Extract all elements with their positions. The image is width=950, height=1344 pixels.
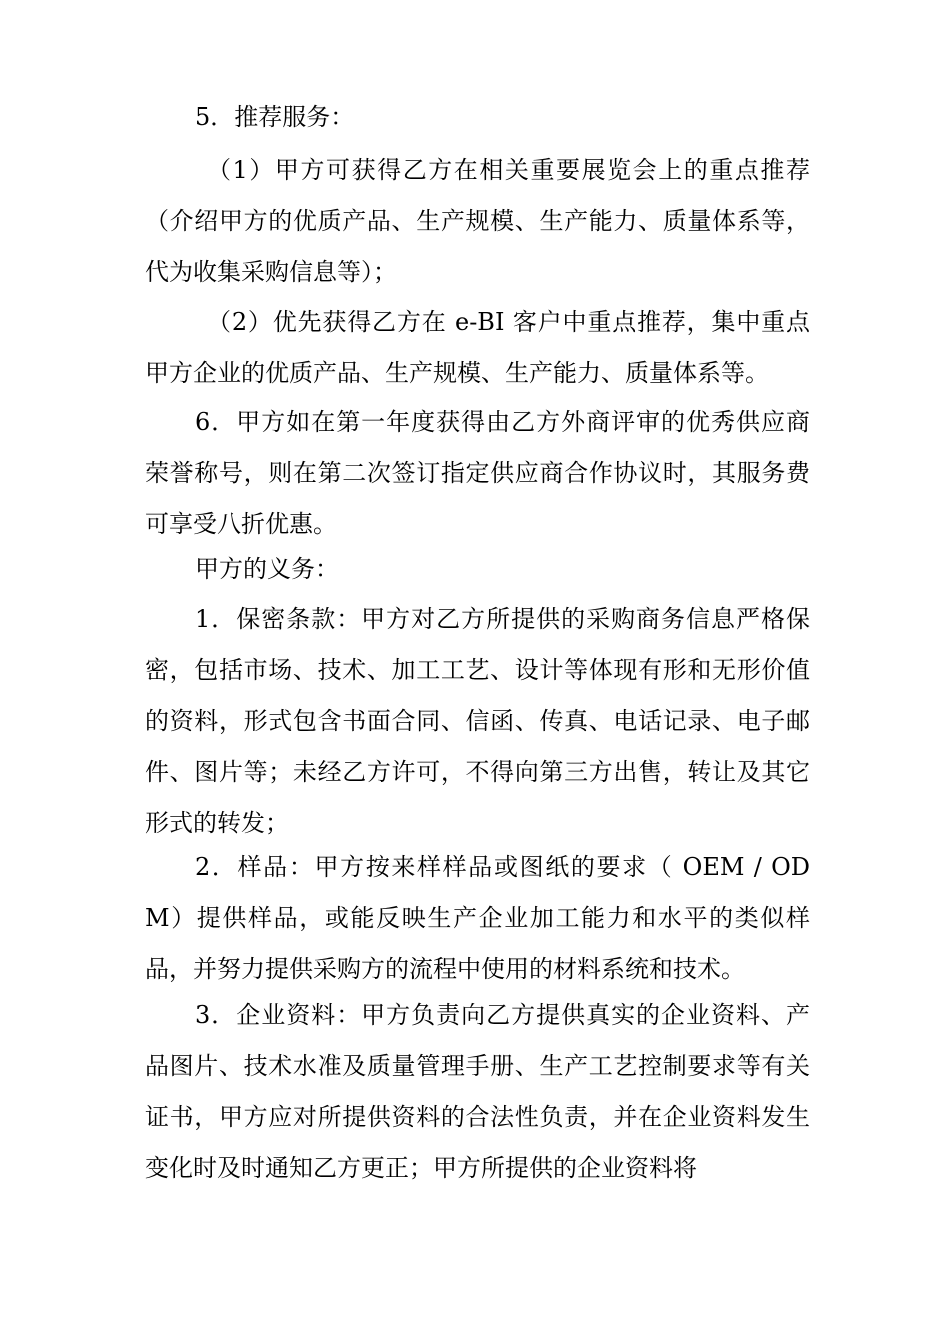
paragraph-company-info: 3．企业资料：甲方负责向乙方提供真实的企业资料、产品图片、技术水准及质量管理手册、生产工艺控制要求等有关证书，甲方应对所提供资料的合法性负责，并在企业资料发生变化时及时通知乙方更正；甲方所提供的企业资料将: [145, 1001, 810, 1182]
paragraph-recommend-services: 5．推荐服务：: [195, 103, 355, 131]
paragraph-samples: 2．样品：甲方按来样样品或图纸的要求（ OEM / ODM）提供样品，或能反映生产企业加工能力和水平的类似样品，并努力提供采购方的流程中使用的材料系统和技术。: [145, 853, 810, 983]
paragraph-ebi-recommend: （2）优先获得乙方在 e-BI 客户中重点推荐，集中重点甲方企业的优质产品、生产规模、生产能力、质量体系等。: [145, 308, 810, 387]
paragraph-supplier-discount: 6．甲方如在第一年度获得由乙方外商评审的优秀供应商荣誉称号，则在第二次签订指定供应商合作协议时，其服务费可享受八折优惠。: [145, 408, 810, 538]
paragraph-exhibition-recommend: （1）甲方可获得乙方在相关重要展览会上的重点推荐（介绍甲方的优质产品、生产规模、生产能力、质量体系等，代为收集采购信息等）；: [145, 156, 810, 286]
paragraph-party-a-obligations: 甲方的义务：: [195, 555, 339, 583]
paragraph-confidentiality: 1．保密条款：甲方对乙方所提供的采购商务信息严格保密，包括市场、技术、加工工艺、设计等体现有形和无形价值的资料，形式包含书面合同、信函、传真、电话记录、电子邮件、图片等；未经乙方许可，不得向第三方出售，转让及其它形式的转发；: [145, 605, 810, 837]
